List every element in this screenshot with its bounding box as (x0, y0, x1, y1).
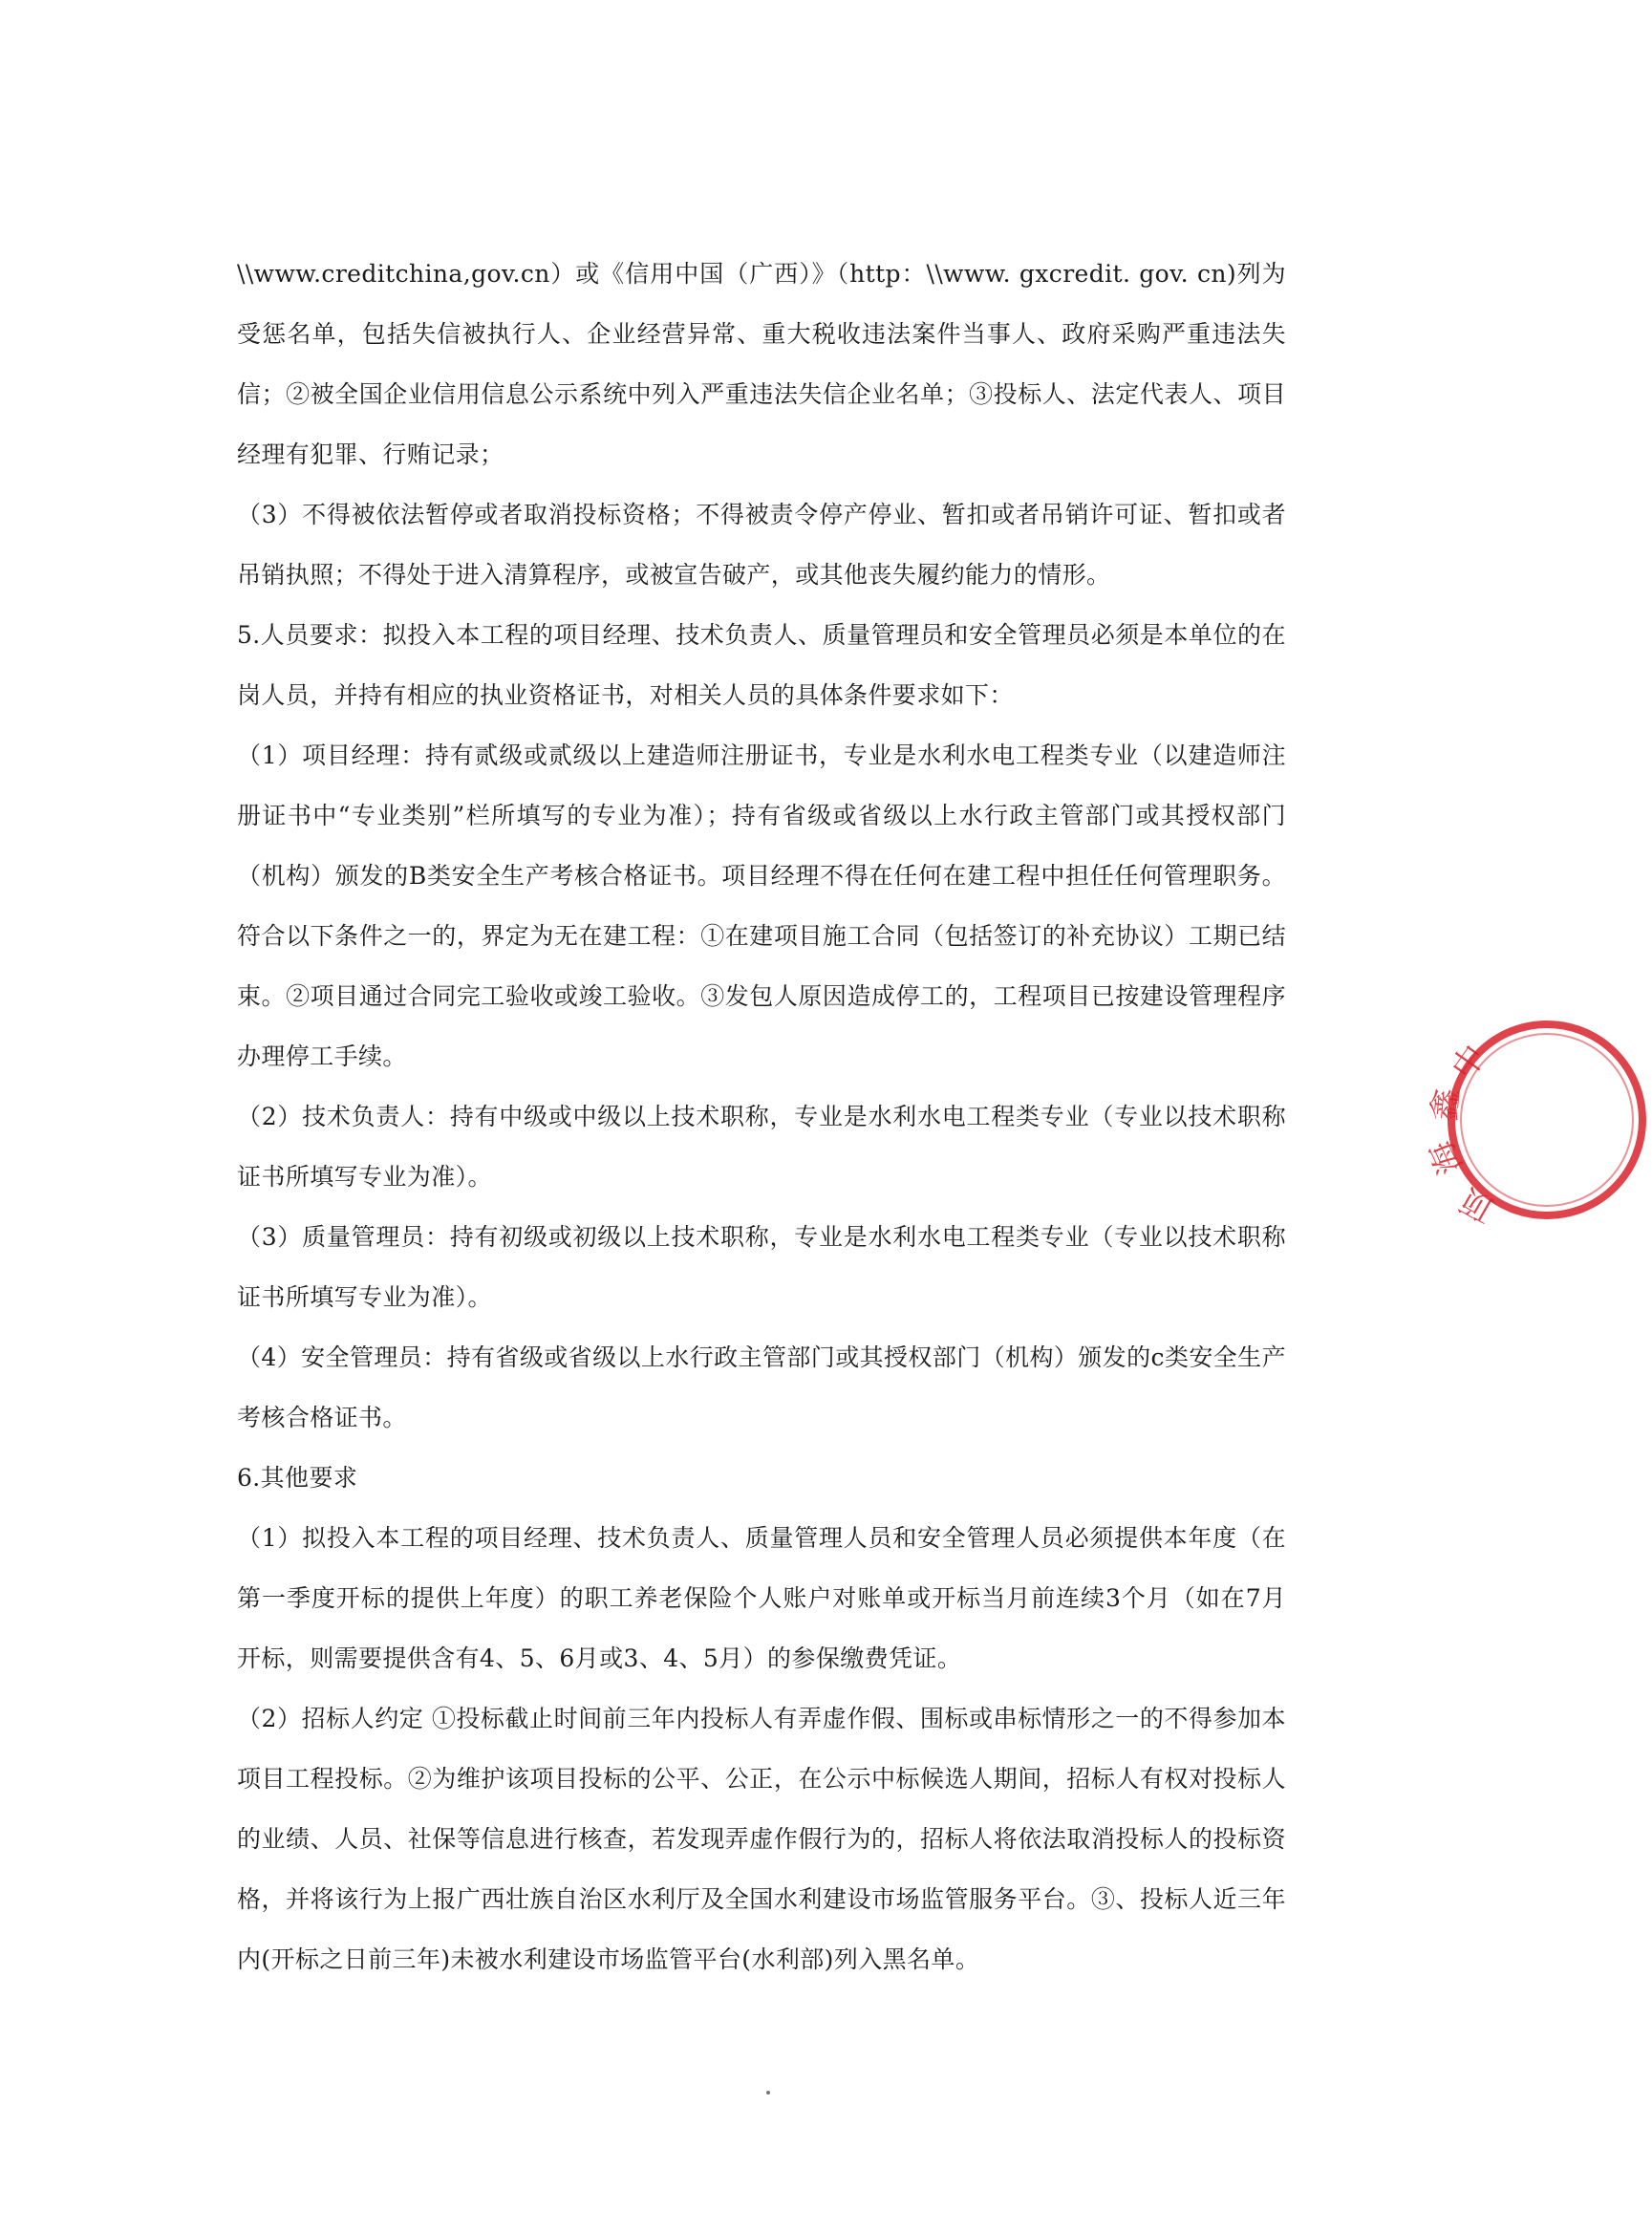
document-body (237, 244, 1286, 1989)
seal-stamp-icon (1422, 1015, 1652, 1230)
paragraph: （3）质量管理员：持有初级或初级以上技术职称，专业是水利水电工程类专业（专业以技术职称证书所填写专业为准）。 (237, 1223, 1286, 1311)
paragraph: （1）拟投入本工程的项目经理、技术负责人、质量管理人员和安全管理人员必须提供本年度（在第一季度开标的提供上年度）的职工养老保险个人账户对账单或开标当月前连续3个月（如在7月开标，则需要提供含有4、5、6月或3、4、5月）的参保缴费凭证。 (237, 1524, 1286, 1672)
paragraph: （1）项目经理：持有贰级或贰级以上建造师注册证书，专业是水利水电工程类专业（以建造师注册证书中“专业类别”栏所填写的专业为准）；持有省级或省级以上水行政主管部门或其授权部门（机构）颁发的B类安全生产考核合格证书。项目经理不得在任何在建工程中担任任何管理职务。符合以下条件之一的，界定为无在建工程：①在建项目施工合同（包括签订的补充协议）工期已结束。②项目通过合同完工验收或竣工验收。③发包人原因造成停工的，工程项目已按建设管理程序办理停工手续。 (237, 741, 1286, 1070)
paragraph: （4）安全管理员：持有省级或省级以上水行政主管部门或其授权部门（机构）颁发的c类安全生产考核合格证书。 (237, 1343, 1286, 1431)
svg-text:海: 海 (1422, 1134, 1471, 1181)
svg-text:中: 中 (1444, 1038, 1494, 1087)
paragraph: \\www.creditchina,gov.cn）或《信用中国（广西）》（http：\\www. gxcredit. gov. cn)列为受惩名单，包括失信被执行人、企业经营异常、重大税收违法案件当事人、政府采购严重违法失信；②被全国企业信用信息公示系统中列入严重违法失信企业名单；③投标人、法定代表人、项目经理有犯罪、行贿记录； (237, 260, 1286, 468)
svg-text:顶: 顶 (1454, 1180, 1502, 1230)
paragraph: 6.其他要求 (237, 1464, 358, 1492)
scan-dot (766, 2091, 770, 2095)
paragraph: 5.人员要求：拟投入本工程的项目经理、技术负责人、质量管理员和安全管理员必须是本单位的在岗人员，并持有相应的执业资格证书，对相关人员的具体条件要求如下： (237, 621, 1286, 709)
paragraph: （3）不得被依法暂停或者取消投标资格；不得被责令停产停业、暂扣或者吊销许可证、暂扣或者吊销执照；不得处于进入清算程序，或被宣告破产，或其他丧失履约能力的情形。 (237, 501, 1286, 589)
svg-text:鑫: 鑫 (1426, 1086, 1467, 1123)
paragraph: （2）技术负责人：持有中级或中级以上技术职称，专业是水利水电工程类专业（专业以技术职称证书所填写专业为准）。 (237, 1103, 1286, 1191)
paragraph: （2）招标人约定 ①投标截止时间前三年内投标人有弄虚作假、围标或串标情形之一的不得参加本项目工程投标。②为维护该项目投标的公平、公正，在公示中标候选人期间，招标人有权对投标人的业绩、人员、社保等信息进行核查，若发现弄虚作假行为的，招标人将依法取消投标人的投标资格，并将该行为上报广西壮族自治区水利厅及全国水利建设市场监管服务平台。③、投标人近三年内(开标之日前三年)未被水利建设市场监管平台(水利部)列入黑名单。 (237, 1705, 1286, 1973)
company-seal (1422, 1015, 1652, 1230)
